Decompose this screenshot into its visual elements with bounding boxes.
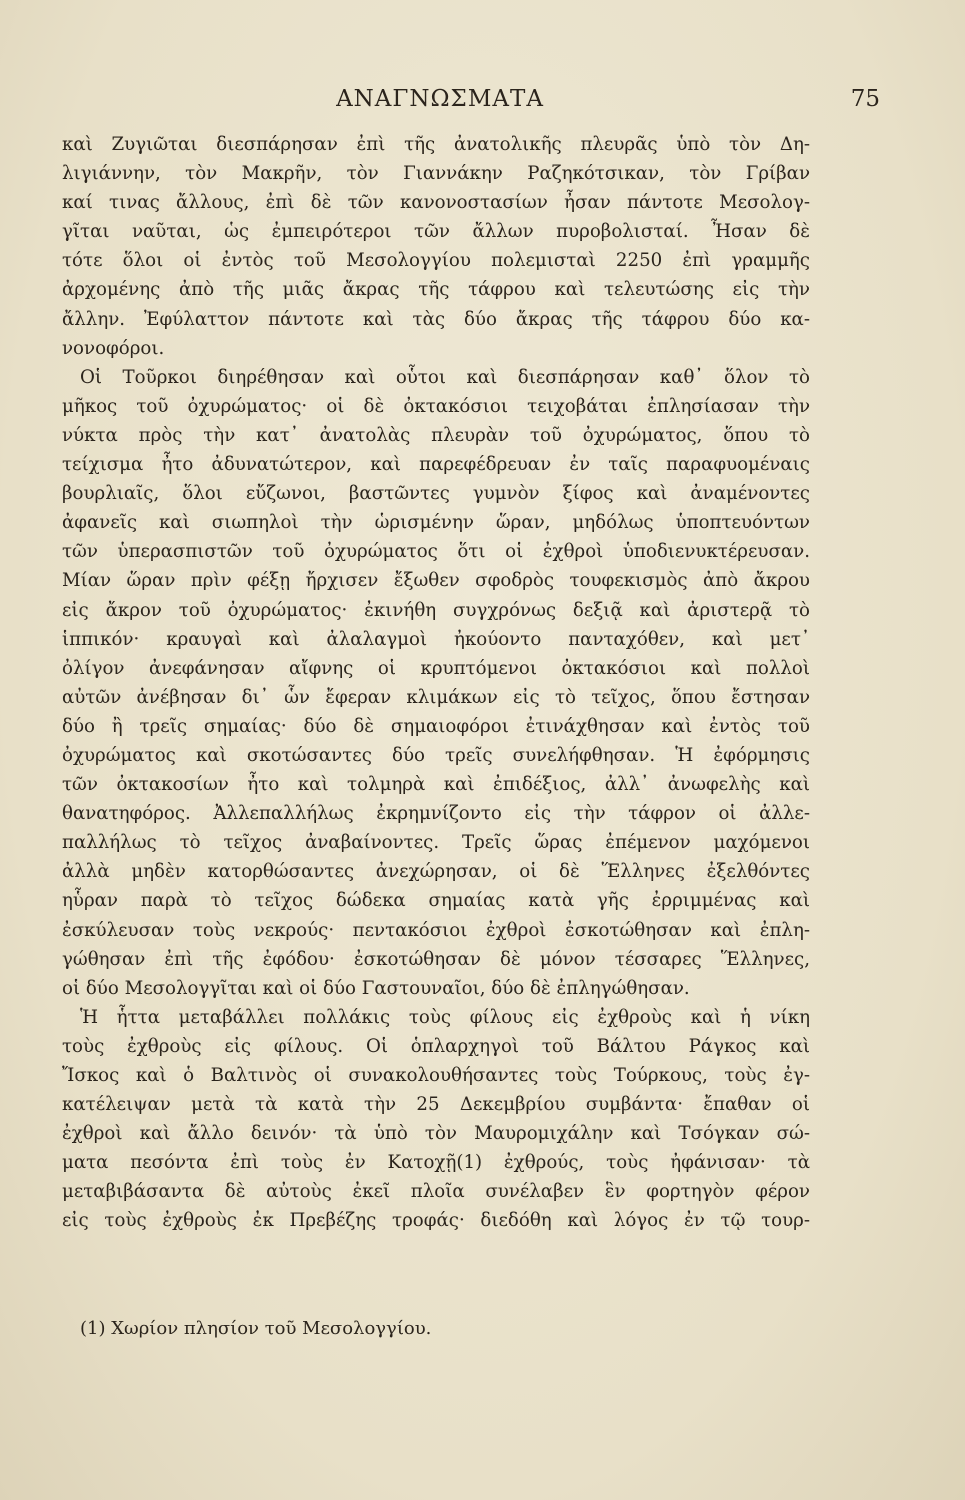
text-line: ἀρχομένης ἀπὸ τῆς μιᾶς ἄκρας τῆς τάφρου καὶ τελευτώσης εἰς τὴν [62, 279, 810, 301]
running-title: ΑΝΑΓΝΩΣΜΑΤΑ [336, 86, 544, 112]
text-line: δύο ἢ τρεῖς σημαίας· δύο δὲ σημαιοφόροι ἐτινάχθησαν καὶ ἐντὸς τοῦ [62, 715, 810, 737]
text-line: τῶν ὑπερασπιστῶν τοῦ ὀχυρώματος ὅτι οἱ ἐχθροὶ ὑποδιενυκτέρευσαν. [62, 541, 810, 563]
text-line: ἀλλὰ μηδὲν κατορθώσαντες ἀνεχώρησαν, οἱ δὲ Ἕλληνες ἐξελθόντες [62, 861, 810, 883]
text-line: ηὗραν παρὰ τὸ τεῖχος δώδεκα σημαίας κατὰ γῆς ἐρριμμένας καὶ [62, 890, 810, 912]
text-line: ματα πεσόντα ἐπὶ τοὺς ἐν Κατοχῇ(1) ἐχθρούς, τοὺς ἠφάνισαν· τὰ [62, 1152, 810, 1174]
text-line: θανατηφόρος. Ἀλλεπαλλήλως ἐκρημνίζοντο εἰς τὴν τάφρον οἱ ἀλλε- [62, 803, 810, 825]
text-line: βουρλιαῖς, ὅλοι εὔζωνοι, βαστῶντες γυμνὸν ξίφος καὶ ἀναμένοντες [62, 483, 810, 505]
text-line: εἰς τοὺς ἐχθροὺς ἐκ Πρεβέζης τροφάς· διεδόθη καὶ λόγος ἐν τῷ τουρ- [62, 1210, 810, 1232]
text-line: τοὺς ἐχθροὺς εἰς φίλους. Οἱ ὁπλαρχηγοὶ τοῦ Βάλτου Ράγκος καὶ [62, 1035, 810, 1057]
text-line: παλλήλως τὸ τεῖχος ἀναβαίνοντες. Τρεῖς ὥρας ἐπέμενον μαχόμενοι [62, 832, 810, 854]
text-line: λιγιάννην, τὸν Μακρῆν, τὸν Γιαννάκην Ραζηκότσικαν, τὸν Γρίβαν [62, 163, 810, 185]
text-line: τῶν ὀκτακοσίων ἦτο καὶ τολμηρὰ καὶ ἐπιδέξιος, ἀλλ᾽ ἀνωφελὴς καὶ [62, 774, 810, 796]
text-line: ὀχυρώματος καὶ σκοτώσαντες δύο τρεῖς συνελήφθησαν. Ἡ ἐφόρμησις [62, 744, 810, 766]
text-line: Οἱ Τοῦρκοι διηρέθησαν καὶ οὗτοι καὶ διεσπάρησαν καθ᾽ ὅλον τὸ [80, 366, 810, 388]
text-line: ἀφανεῖς καὶ σιωπηλοὶ τὴν ὡρισμένην ὥραν, μηδόλως ὑποπτευόντων [62, 512, 810, 534]
text-line: κατέλειψαν μετὰ τὰ κατὰ τὴν 25 Δεκεμβρίου συμβάντα· ἔπαθαν οἱ [62, 1094, 810, 1116]
text-line: μεταβιβάσαντα δὲ αὐτοὺς ἐκεῖ πλοῖα συνέλαβεν ἓν φορτηγὸν φέρον [62, 1181, 810, 1203]
page-number: 75 [850, 86, 880, 112]
text-line: ὀλίγον ἀνεφάνησαν αἴφνης οἱ κρυπτόμενοι ὀκτακόσιοι καὶ πολλοὶ [62, 657, 810, 679]
text-line: ἐχθροὶ καὶ ἄλλο δεινόν· τὰ ὑπὸ τὸν Μαυρομιχάλην καὶ Τσόγκαν σώ- [62, 1123, 810, 1145]
text-line: νονοφόροι. [62, 337, 165, 359]
text-line: Ἡ ἧττα μεταβάλλει πολλάκις τοὺς φίλους εἰς ἐχθροὺς καὶ ἡ νίκη [80, 1006, 810, 1028]
footnote: (1) Χωρίον πλησίον τοῦ Μεσολογγίου. [80, 1318, 432, 1339]
text-line: εἰς ἄκρον τοῦ ὀχυρώματος· ἐκινήθη συγχρόνως δεξιᾷ καὶ ἀριστερᾷ τὸ [62, 599, 810, 621]
text-line: γώθησαν ἐπὶ τῆς ἐφόδου· ἐσκοτώθησαν δὲ μόνον τέσσαρες Ἕλληνες, [62, 948, 810, 970]
text-line: οἱ δύο Μεσολογγῖται καὶ οἱ δύο Γαστουναῖοι, δύο δὲ ἐπληγώθησαν. [62, 977, 690, 999]
text-line: καί τινας ἄλλους, ἐπὶ δὲ τῶν κανονοστασίων ἦσαν πάντοτε Μεσολογ- [62, 192, 810, 214]
text-line: τότε ὅλοι οἱ ἐντὸς τοῦ Μεσολογγίου πολεμισταὶ 2250 ἐπὶ γραμμῆς [62, 250, 810, 272]
text-line: ἄλλην. Ἐφύλαττον πάντοτε καὶ τὰς δύο ἄκρας τῆς τάφρου δύο κα- [62, 308, 810, 330]
text-line: αὐτῶν ἀνέβησαν δι᾽ ὧν ἔφεραν κλιμάκων εἰς τὸ τεῖχος, ὅπου ἔστησαν [62, 686, 810, 708]
text-line: ἱππικόν· κραυγαὶ καὶ ἀλαλαγμοὶ ἠκούοντο πανταχόθεν, καὶ μετ᾽ [62, 628, 810, 650]
text-line: καὶ Ζυγιῶται διεσπάρησαν ἐπὶ τῆς ἀνατολικῆς πλευρᾶς ὑπὸ τὸν Δη- [62, 134, 810, 155]
text-line: γῖται ναῦται, ὡς ἐμπειρότεροι τῶν ἄλλων πυροβολισταί. Ἦσαν δὲ [62, 221, 810, 243]
text-line: τείχισμα ἦτο ἀδυνατώτερον, καὶ παρεφέδρευαν ἐν ταῖς παραφυομέναις [62, 454, 810, 476]
text-line: Ἴσκος καὶ ὁ Βαλτινὸς οἱ συνακολουθήσαντες τοὺς Τούρκους, τοὺς ἐγ- [62, 1065, 810, 1086]
text-line: νύκτα πρὸς τὴν κατ᾽ ἀνατολὰς πλευρὰν τοῦ ὀχυρώματος, ὅπου τὸ [62, 424, 810, 446]
text-line: Μίαν ὥραν πρὶν φέξῃ ἤρχισεν ἔξωθεν σφοδρὸς τουφεκισμὸς ἀπὸ ἄκρου [62, 570, 810, 592]
body-text [62, 130, 810, 1236]
text-line: ἐσκύλευσαν τοὺς νεκρούς· πεντακόσιοι ἐχθροὶ ἐσκοτώθησαν καὶ ἐπλη- [62, 919, 810, 941]
text-line: μῆκος τοῦ ὀχυρώματος· οἱ δὲ ὀκτακόσιοι τειχοβάται ἐπλησίασαν τὴν [62, 395, 810, 417]
